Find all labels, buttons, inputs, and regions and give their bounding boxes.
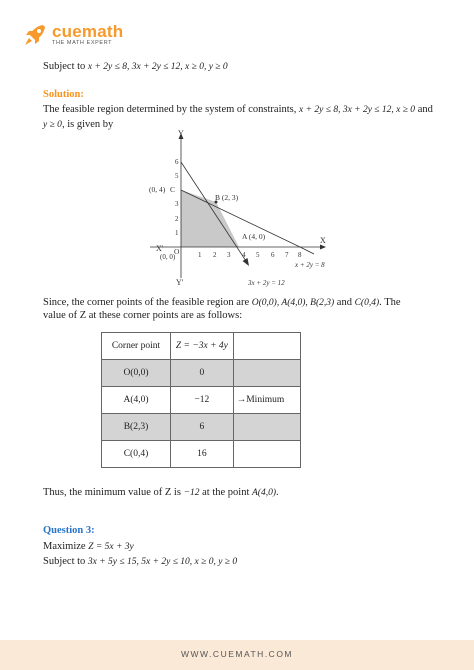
y-neg-axis-label: Y': [176, 278, 184, 287]
solution-heading: Solution:: [43, 89, 84, 100]
table-cell: C(0,4): [102, 441, 171, 468]
constraints-expression: x + 2y ≤ 8, 3x + 2y ≤ 12, x ≥ 0: [299, 105, 416, 115]
x-axis-arrow: [320, 245, 326, 250]
x-tick-6: 6: [271, 251, 275, 259]
point-c-label: C: [170, 185, 176, 194]
table-cell: 6: [170, 414, 233, 441]
min-at: at the point: [202, 487, 250, 498]
cuemath-logo[interactable]: [22, 22, 123, 48]
corner-point-table: [101, 332, 301, 468]
feasible-region-graph: [138, 126, 348, 302]
table-cell: 16: [170, 441, 233, 468]
line2-label: 3x + 2y = 12: [248, 279, 285, 287]
table-cell: [233, 441, 300, 468]
point-a-label: A (4, 0): [242, 232, 266, 241]
subject-line-2: [43, 555, 237, 569]
corner-last-point: C(0,4): [354, 298, 380, 308]
subject-line: [43, 60, 228, 74]
subject-label: Subject to: [43, 61, 86, 72]
y-tick-2: 2: [175, 215, 179, 223]
min-value: −12: [183, 488, 200, 498]
corner-and: and: [336, 297, 352, 308]
point-b-label: B (2, 3): [215, 193, 239, 202]
table-header-cell: Z = −3x + 4y: [170, 333, 233, 360]
footer-website-link[interactable]: WWW.CUEMATH.COM: [180, 649, 294, 659]
x-axis-label: X: [320, 236, 326, 245]
table-cell: A(4,0): [102, 387, 171, 414]
y-axis-label: Y: [178, 129, 184, 138]
table-header-cell: [233, 333, 300, 360]
subject-expression: x + 2y ≤ 8, 3x + 2y ≤ 12, x ≥ 0, y ≥ 0: [87, 62, 228, 72]
y-tick-6: 6: [175, 158, 179, 166]
x-neg-axis-label: X': [156, 244, 164, 253]
x-tick-2: 2: [213, 251, 217, 259]
table-cell: →Minimum: [233, 387, 300, 414]
table-row: [102, 360, 301, 387]
table-cell: [233, 360, 300, 387]
given-by: , is given by: [61, 119, 114, 130]
given-by-line: [43, 118, 113, 132]
maximize-label: Maximize: [43, 541, 86, 552]
corner-points-expression: O(0,0), A(4,0), B(2,3): [251, 298, 335, 308]
x-tick-1: 1: [198, 251, 202, 259]
minimum-line: [43, 486, 279, 500]
origin-label: O: [174, 247, 180, 256]
table-cell: O(0,0): [102, 360, 171, 387]
corner-intro-line: [43, 296, 401, 310]
corner-intro: Since, the corner points of the feasible region are: [43, 297, 250, 308]
line1-label: x + 2y = 8: [295, 261, 325, 269]
x-tick-3: 3: [227, 251, 231, 259]
point-c-coord-label: (0, 4): [149, 185, 166, 194]
footer-bar: [0, 640, 474, 670]
table-row: [102, 414, 301, 441]
table-row: [102, 387, 301, 414]
maximize-expression: Z = 5x + 3y: [88, 542, 134, 552]
question-heading: Question 3:: [43, 525, 95, 536]
rocket-icon: [22, 22, 48, 48]
min-end: .: [276, 487, 279, 498]
table-cell: B(2,3): [102, 414, 171, 441]
y-tick-5: 5: [175, 172, 179, 180]
table-cell: −12: [170, 387, 233, 414]
x-tick-5: 5: [256, 251, 260, 259]
table-row: [102, 441, 301, 468]
subject-label-2: Subject to: [43, 556, 86, 567]
min-prefix: Thus, the minimum value of Z is: [43, 487, 181, 498]
value-line: value of Z at these corner points are as follows:: [43, 310, 243, 321]
and-word: and: [417, 104, 433, 115]
y-tick-3: 3: [175, 200, 179, 208]
maximize-line: [43, 540, 134, 554]
line2-arrow: [243, 258, 250, 266]
y-tick-1: 1: [175, 229, 179, 237]
table-cell: 0: [170, 360, 233, 387]
brand-name: cuemath: [52, 22, 124, 42]
line-x-plus-2y-ext: [300, 247, 314, 254]
table-header-cell: Corner point: [102, 333, 171, 360]
table-cell: [233, 414, 300, 441]
feasible-intro-line: [43, 103, 433, 117]
origin-coord-label: (0, 0): [160, 253, 176, 261]
brand-tagline: THE MATH EXPERT: [52, 40, 113, 47]
x-tick-7: 7: [285, 251, 289, 259]
table-header-row: [102, 333, 301, 360]
subject-expression-2: 3x + 5y ≤ 15, 5x + 2y ≤ 10, x ≥ 0, y ≥ 0: [87, 557, 238, 567]
corner-end: . The: [379, 297, 401, 308]
min-point: A(4,0): [252, 488, 277, 498]
x-tick-8: 8: [298, 251, 302, 259]
feasible-intro: The feasible region determined by the system of constraints,: [43, 104, 297, 115]
x-tick-4: 4: [242, 251, 246, 259]
y-constraint: y ≥ 0: [43, 120, 62, 130]
